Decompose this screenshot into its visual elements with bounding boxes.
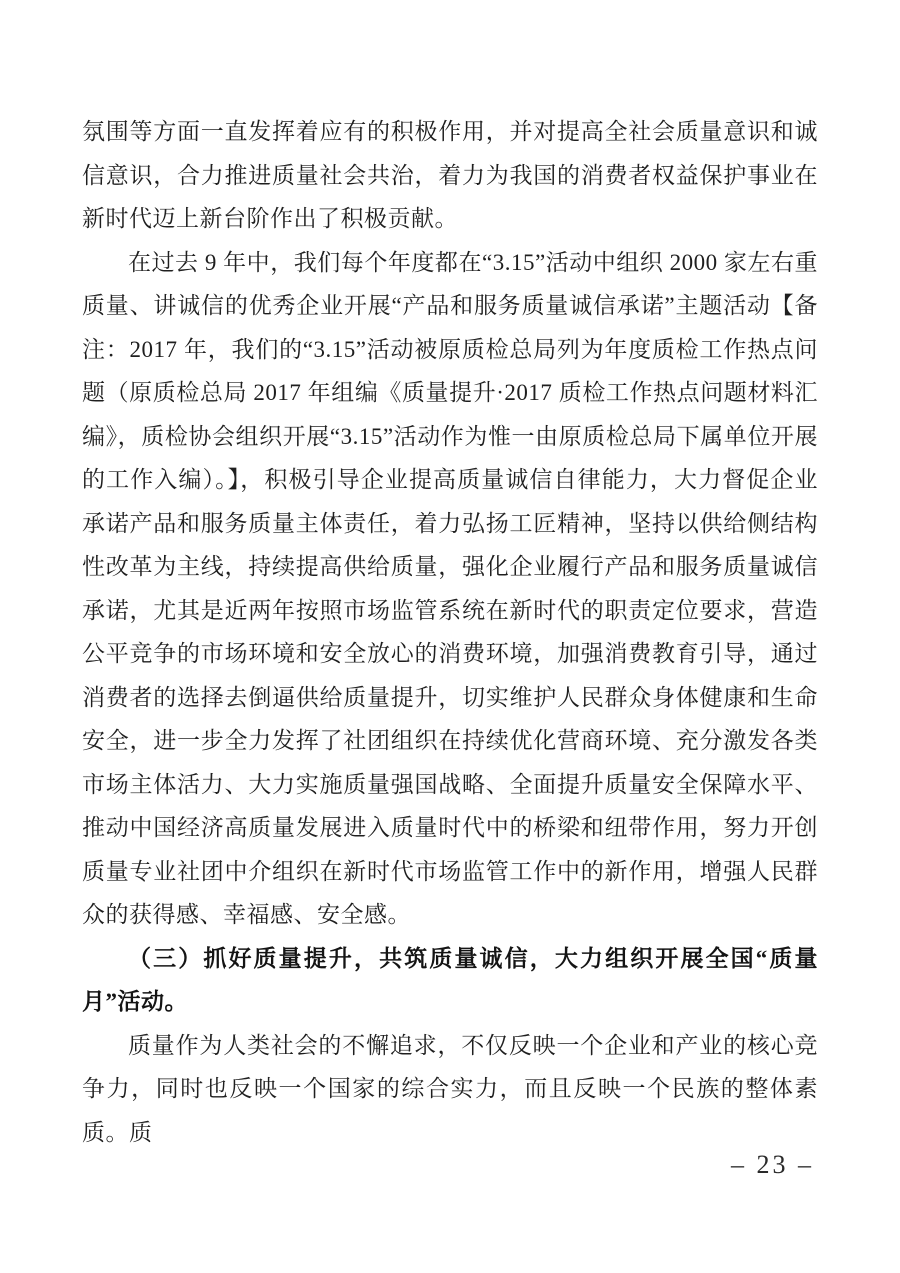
section-heading-three: （三）抓好质量提升，共筑质量诚信，大力组织开展全国“质量月”活动。 — [82, 945, 818, 1014]
body-paragraph-quality: 质量作为人类社会的不懈追求，不仅反映一个企业和产业的核心竞争力，同时也反映一个国家的综合实力，而且反映一个民族的整体素质。质 — [82, 1032, 818, 1145]
page-body — [82, 110, 818, 1154]
continuation-paragraph: 氛围等方面一直发挥着应有的积极作用，并对提高全社会质量意识和诚信意识，合力推进质量社会共治，着力为我国的消费者权益保护事业在新时代迈上新台阶作出了积极贡献。 — [82, 119, 818, 231]
body-paragraph-315-activity: 在过去 9 年中，我们每个年度都在“3.15”活动中组织 2000 家左右重质量、讲诚信的优秀企业开展“产品和服务质量诚信承诺”主题活动【备注：2017 年，我们的“3.15”活动被原质检总局列为年度质检工作热点问题（原质检总局 2017 年组编《质量提升·2017 质检工作热点问题材料汇编》，质检协会组织开展“3.15”活动作为惟一由原质检总局下属单位开展的工作入编）。】，积极引导企业提高质量诚信自律能力，大力督促企业承诺产品和服务质量主体责任，着力弘扬工匠精神，坚持以供给侧结构性改革为主线，持续提高供给质量，强化企业履行产品和服务质量诚信承诺，尤其是近两年按照市场监管系统在新时代的职责定位要求，营造公平竞争的市场环境和安全放心的消费环境，加强消费教育引导，通过消费者的选择去倒逼供给质量提升，切实维护人民群众身体健康和生命安全，进一步全力发挥了社团组织在持续优化营商环境、充分激发各类市场主体活力、大力实施质量强国战略、全面提升质量安全保障水平、推动中国经济高质量发展进入质量时代中的桥梁和纽带作用，努力开创质量专业社团中介组织在新时代市场监管工作中的新作用，增强人民群众的获得感、幸福感、安全感。 — [82, 249, 818, 927]
page-number: – 23 – — [731, 1150, 814, 1179]
